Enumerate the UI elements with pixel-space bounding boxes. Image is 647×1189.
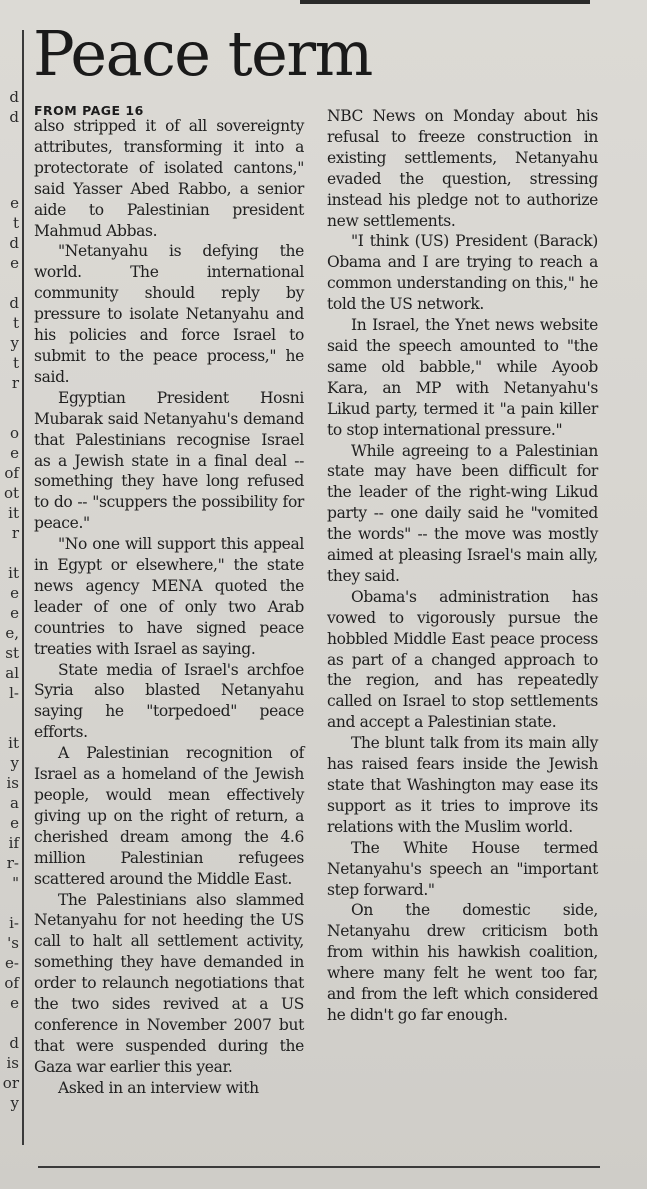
margin-fragment: e xyxy=(10,814,19,832)
margin-fragment: r xyxy=(11,374,19,392)
margin-fragment: or xyxy=(2,1074,19,1092)
margin-fragment: st xyxy=(5,644,19,662)
bottom-rule xyxy=(38,1166,600,1168)
continuation-kicker: FROM PAGE 16 xyxy=(34,103,144,118)
margin-fragment: it xyxy=(8,734,19,752)
top-rule xyxy=(300,0,590,4)
margin-fragment: y xyxy=(10,1094,19,1112)
margin-fragment: is xyxy=(6,774,19,792)
paragraph: The blunt talk from its main ally has raised fears inside the Jewish state that Washington may ease its support as it tries to improve its relations with the Muslim world. xyxy=(327,734,598,836)
margin-fragment: " xyxy=(12,874,19,892)
margin-fragment: 's xyxy=(7,934,19,952)
paragraph: While agreeing to a Palestinian state may have been difficult for the leader of the right-wing Likud party -- one daily said he "vomited the words" -- the move was mostly aimed at pleasing Israel's main ally, they said. xyxy=(327,441,598,585)
margin-fragment: e xyxy=(10,584,19,602)
margin-fragment: it xyxy=(8,564,19,582)
margin-fragment: t xyxy=(12,314,19,332)
paragraph: Asked in an interview with xyxy=(58,1078,259,1097)
margin-fragment: it xyxy=(8,504,19,522)
paragraph: "No one will support this appeal in Egypt or elsewhere," the state news agency MENA quoted the leader of one of only two Arab countries to have signed peace treaties with Israel as saying. xyxy=(34,535,304,658)
margin-fragment: of xyxy=(4,464,19,482)
paragraph: The Palestinians also slammed Netanyahu for not heeding the US call to halt all settlement activity, something they have demanded in order to relaunch negotiations that the two sides revived at a US conference in November 2007 but that were suspended during the Gaza war earlier this year. xyxy=(34,890,304,1076)
paragraph: On the domestic side, Netanyahu drew criticism both from within his hawkish coalition, where many felt he went too far, and from the left which considered he didn't go far enough. xyxy=(327,901,598,1024)
margin-fragment: y xyxy=(10,334,19,352)
margin-fragment: t xyxy=(12,214,19,232)
margin-fragment: r- xyxy=(6,854,19,872)
margin-fragment: d xyxy=(9,234,19,252)
article-column-left xyxy=(34,116,304,1099)
adjacent-column-fragments xyxy=(0,30,20,1130)
margin-fragment: e xyxy=(10,254,19,272)
paragraph: "I think (US) President (Barack) Obama and I are trying to reach a common understanding on this," he told the US network. xyxy=(327,232,598,314)
margin-fragment: o xyxy=(9,424,19,442)
margin-fragment: d xyxy=(9,1034,19,1052)
margin-fragment: d xyxy=(9,294,19,312)
margin-fragment: e, xyxy=(5,624,19,642)
article-column-right xyxy=(327,106,598,1026)
margin-fragment: if xyxy=(8,834,19,852)
margin-fragment: y xyxy=(10,754,19,772)
paragraph: The White House termed Netanyahu's speech an "important step forward." xyxy=(327,838,598,899)
margin-fragment: e xyxy=(10,194,19,212)
margin-fragment: e- xyxy=(5,954,19,972)
margin-fragment: r xyxy=(11,524,19,542)
margin-fragment: d xyxy=(9,88,19,106)
margin-fragment: e xyxy=(10,994,19,1012)
margin-fragment: is xyxy=(6,1054,19,1072)
paragraph: "Netanyahu is defying the world. The international community should reply by pressure to isolate Netanyahu and his policies and force Israel to submit to the peace process," he said. xyxy=(34,242,304,386)
margin-fragment: of xyxy=(4,974,19,992)
paragraph: Obama's administration has vowed to vigorously pursue the hobbled Middle East peace process as part of a changed approach to the region, and has repeatedly called on Israel to stop settlements and accept a Palestinian state. xyxy=(327,587,598,732)
margin-fragment: t xyxy=(12,354,19,372)
headline: Peace term xyxy=(33,17,372,90)
paragraph: also stripped it of all sovereignty attributes, transforming it into a protectorate of isolated cantons," said Yasser Abed Rabbo, a senior aide to Palestinian president Mahmud Abbas. xyxy=(34,117,304,240)
margin-fragment: l- xyxy=(9,684,19,702)
paragraph: NBC News on Monday about his refusal to freeze construction in existing settlements, Netanyahu evaded the question, stressing instead his pledge not to authorize new settlements. xyxy=(327,107,598,230)
column-separator xyxy=(22,30,24,1145)
margin-fragment: i- xyxy=(9,914,19,932)
paragraph: A Palestinian recognition of Israel as a homeland of the Jewish people, would mean effectively giving up on the right of return, a cherished dream among the 4.6 million Palestinian refugees scattered around the Middle East. xyxy=(34,744,304,888)
margin-fragment: a xyxy=(10,794,19,812)
margin-fragment: e xyxy=(10,444,19,462)
margin-fragment: ot xyxy=(3,484,19,502)
margin-fragment: d xyxy=(9,108,19,126)
paragraph: Egyptian President Hosni Mubarak said Netanyahu's demand that Palestinians recognise Israel as a Jewish state in a final deal -- something they have long refused to do -- "scuppers the possibility for peace." xyxy=(34,388,304,533)
paragraph: In Israel, the Ynet news website said the speech amounted to "the same old babble," while Ayoob Kara, an MP with Netanyahu's Likud party, termed it "a pain killer to stop international pressure." xyxy=(327,316,598,439)
paragraph: State media of Israel's archfoe Syria also blasted Netanyahu saying he "torpedoed" peace efforts. xyxy=(34,660,304,742)
margin-fragment: al xyxy=(5,664,19,682)
margin-fragment: e xyxy=(10,604,19,622)
